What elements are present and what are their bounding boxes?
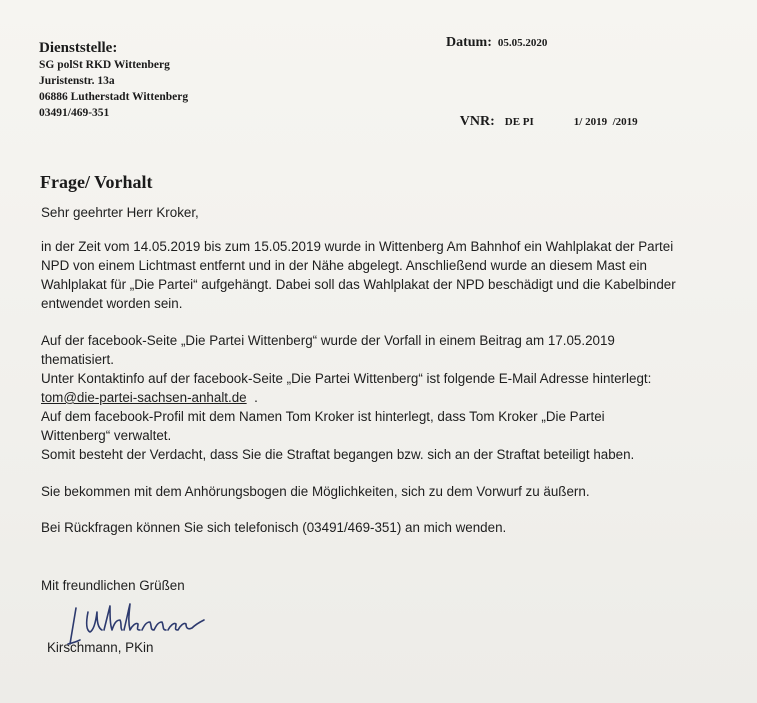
paragraph-hearing: Sie bekommen mit dem Anhörungsbogen die Möglichkeiten, sich zu dem Vorwurf zu äußern. (41, 484, 590, 499)
text-line: in der Zeit vom 14.05.2019 bis zum 15.05.2019 wurde in Wittenberg Am Bahnhof ein Wahlplakat der Partei (41, 239, 674, 254)
paragraph-contact: Bei Rückfragen können Sie sich telefonisch (03491/469-351) an mich wenden. (41, 520, 507, 535)
vnr-block (446, 98, 638, 146)
text-line: Unter Kontaktinfo auf der facebook-Seite „Die Partei Wittenberg“ ist folgende E-Mail Adresse hinterlegt: (41, 371, 652, 386)
date-block (446, 35, 547, 51)
salutation: Sehr geehrter Herr Kroker, (41, 205, 199, 220)
text-line: NPD von einem Lichtmast entfernt und in der Nähe abgelegt. Anschließend wurde an diesem Mast ein (41, 258, 647, 273)
office-phone: 03491/469-351 (39, 107, 110, 119)
vnr-label: VNR: (459, 114, 495, 129)
email-link[interactable]: tom@die-partei-sachsen-anhalt.de (41, 390, 247, 405)
text-line: Wahlplakat für „Die Partei“ aufgehängt. Dabei soll das Wahlplakat der NPD beschädigt und die Kabelbinder (41, 277, 676, 292)
office-city: 06886 Lutherstadt Wittenberg (39, 91, 189, 103)
office-street: Juristenstr. 13a (39, 75, 115, 87)
email-line (41, 388, 721, 407)
date-label: Datum: (446, 35, 492, 50)
text-line: Auf der facebook-Seite „Die Partei Wittenberg“ wurde der Vorfall in einem Beitrag am 17.05.2019 (41, 333, 615, 348)
paragraph-facebook (41, 331, 721, 464)
office-block (39, 40, 188, 121)
email-suffix: . (246, 390, 258, 405)
text-line: Wittenberg“ verwaltet. (41, 428, 172, 443)
text-line: Auf dem facebook-Profil mit dem Namen Tom Kroker ist hinterlegt, dass Tom Kroker „Die Partei (41, 409, 605, 424)
signer-name: Kirschmann, PKin (47, 640, 154, 655)
closing: Mit freundlichen Grüßen (41, 578, 185, 593)
office-name: SG polSt RKD Wittenberg (39, 59, 170, 71)
paragraph-incident (41, 237, 721, 313)
office-heading: Dienststelle: (39, 40, 118, 56)
vnr-number: 1/ 2019 /2019 (573, 116, 638, 128)
text-line: Somit besteht der Verdacht, dass Sie die Straftat begangen bzw. sich an der Straftat beteiligt haben. (41, 447, 635, 462)
subject-heading: Frage/ Vorhalt (40, 172, 153, 192)
date-value: 05.05.2020 (497, 37, 548, 49)
vnr-prefix: DE PI (504, 116, 534, 128)
text-line: entwendet worden sein. (41, 296, 183, 311)
text-line: thematisiert. (41, 352, 114, 367)
